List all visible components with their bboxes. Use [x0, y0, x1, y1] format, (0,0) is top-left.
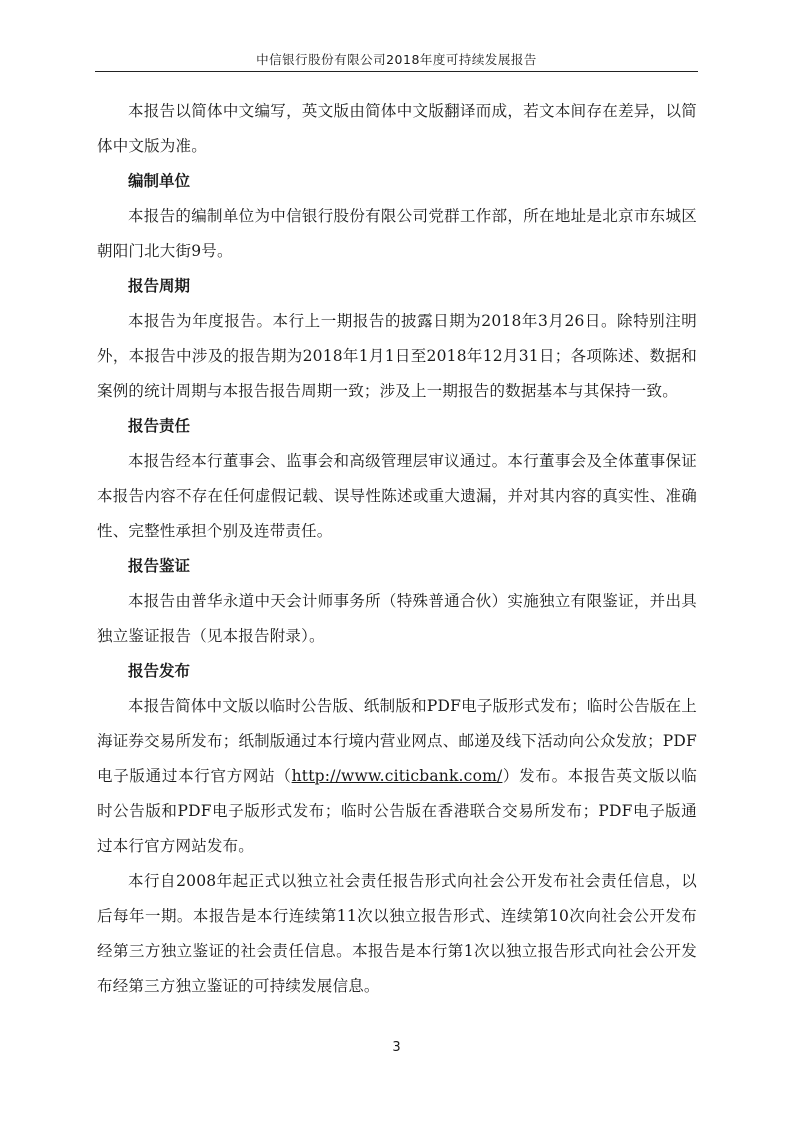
- responsibility-heading: 报告责任: [128, 417, 191, 435]
- assurance-heading: 报告鉴证: [128, 557, 191, 575]
- page-header-title: 中信银行股份有限公司2018年度可持续发展报告: [256, 52, 537, 67]
- period-paragraph: 本报告为年度报告。本行上一期报告的披露日期为2018年3月26日。除特别注明外，本报告中涉及的报告期为2018年1月1日至2018年12月31日；各项陈述、数据和案例的统计周期与本报告报告周期一致；涉及上一期报告的数据基本与其保持一致。: [97, 312, 697, 400]
- publication-heading: 报告发布: [128, 662, 191, 680]
- page-number: 3: [392, 1040, 401, 1055]
- compiler-paragraph: 本报告的编制单位为中信银行股份有限公司党群工作部，所在地址是北京市东城区朝阳门北大街9号。: [97, 207, 697, 260]
- history-paragraph: 本行自2008年起正式以独立社会责任报告形式向社会公开发布社会责任信息，以后每年一期。本报告是本行连续第11次以独立报告形式、连续第10次向社会公开发布经第三方独立鉴证的社会责任信息。本报告是本行第1次以独立报告形式向社会公开发布经第三方独立鉴证的可持续发展信息。: [97, 872, 697, 995]
- intro-paragraph: 本报告以简体中文编写，英文版由简体中文版翻译而成，若文本间存在差异，以简体中文版为准。: [97, 102, 697, 155]
- responsibility-paragraph: 本报告经本行董事会、监事会和高级管理层审议通过。本行董事会及全体董事保证本报告内容不存在任何虚假记载、误导性陈述或重大遗漏，并对其内容的真实性、准确性、完整性承担个别及连带责任。: [97, 452, 697, 540]
- report-body: [97, 94, 697, 1004]
- publication-paragraph: [97, 689, 697, 864]
- publication-text-before-link: 本报告简体中文版以临时公告版、纸制版和PDF电子版形式发布；临时公告版在上海证券交易所发布；纸制版通过本行境内营业网点、邮递及线下活动向公众发放；PDF电子版通过本行官方网站（: [97, 697, 697, 785]
- compiler-heading: 编制单位: [128, 172, 191, 190]
- period-heading: 报告周期: [128, 277, 191, 295]
- header-divider: [95, 71, 698, 72]
- official-website-link[interactable]: http://www.citicbank.com/: [291, 767, 503, 785]
- assurance-paragraph: 本报告由普华永道中天会计师事务所（特殊普通合伙）实施独立有限鉴证，并出具独立鉴证报告（见本报告附录）。: [97, 592, 697, 645]
- publication-text-after-link: ）发布。本报告英文版以临时公告版和PDF电子版形式发布；临时公告版在香港联合交易所发布；PDF电子版通过本行官方网站发布。: [97, 767, 698, 855]
